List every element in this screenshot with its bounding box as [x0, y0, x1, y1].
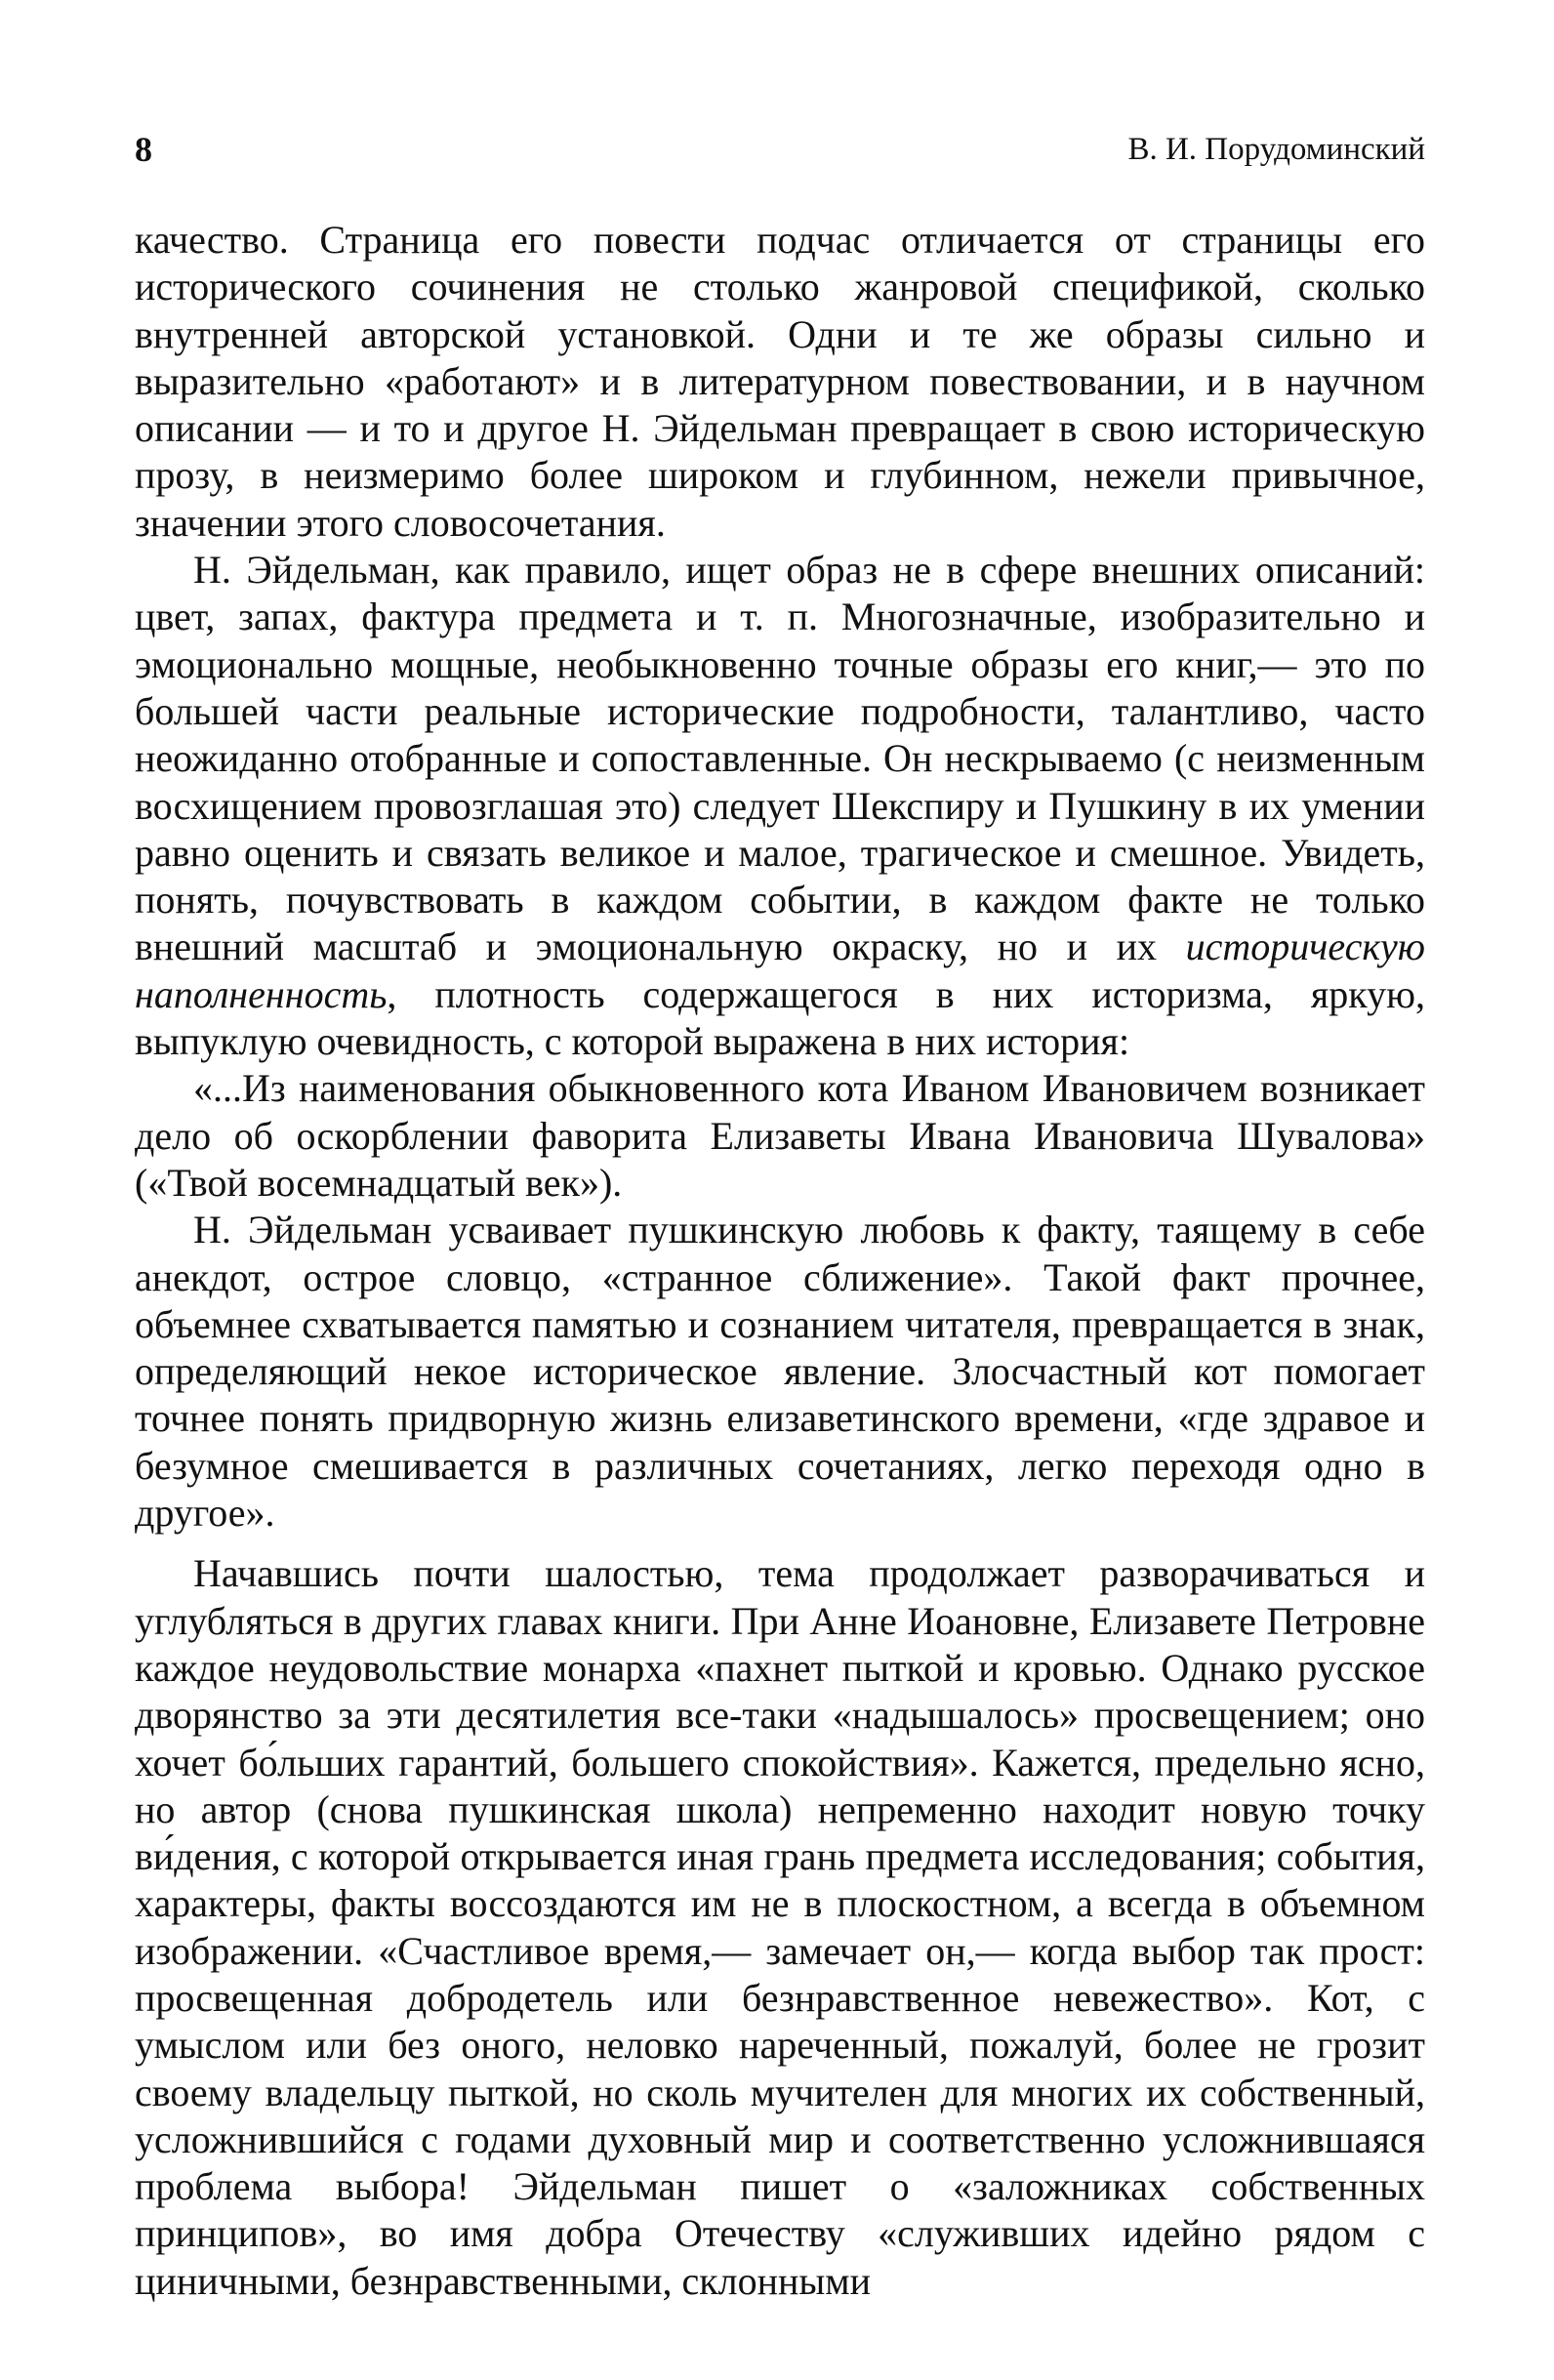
paragraph-1 — [135, 217, 1425, 547]
paragraph-5 — [135, 1550, 1425, 2305]
paragraph-3-quote — [135, 1065, 1425, 1207]
paragraph-2-italic-phrase: историческую наполненность — [135, 924, 1425, 1016]
page-number: 8 — [135, 130, 152, 169]
body-text — [135, 217, 1425, 2305]
paragraph-1-text: качество. Страница его повести подчас отличается от страницы его исторического сочинения не столько жанровой спецификой, сколько внутренней авторской установкой. Одни и те же образы сильно и выразительно «работают» и в литературном повествовании, и в научном описании — и то и другое Н. Эйдельман превращает в свою историческую прозу, в неизмеримо более широком и глубинном, нежели привычное, значении этого словосочетания. — [135, 218, 1425, 545]
paragraph-2-text-a: Н. Эйдельман, как правило, ищет образ не в сфере внешних описаний: цвет, запах, фактура предмета и т. п. Многозначные, изобразительно и эмоционально мощные, необыкновенно точные образы его книг,— это по большей части реальные исторические подробности, талантливо, часто неожиданно отобранные и сопоставленные. Он нескрываемо (с неизменным восхищением провозглашая это) следует Шекспиру и Пушкину в их умении равно оценить и связать великое и малое, трагическое и смешное. Увидеть, понять, почувствовать в каждом событии, в каждом факте не только внешний масштаб и эмоциональную окраску, но и их — [135, 548, 1425, 969]
paragraph-5-text: Начавшись почти шалостью, тема продолжает разворачиваться и углубляться в других главах книги. При Анне Иоановне, Елизавете Петровне каждое неудовольствие монарха «пахнет пыткой и кровью. Однако русское дворянство за эти десятилетия все-таки «надышалось» просвещением; оно хочет бо́льших гарантий, большего спокойствия». Кажется, предельно ясно, но автор (снова пушкинская школа) непременно находит новую точку ви́дения, с которой открывается иная грань предмета исследования; события, характеры, факты воссоздаются им не в плоскостном, а всегда в объемном изображении. «Счастливое время,— замечает он,— когда выбор так прост: просвещенная добродетель или безнравственное невежество». Кот, с умыслом или без оного, неловко нареченный, пожалуй, более не грозит своему владельцу пыткой, но сколь мучителен для многих их собственный, усложнившийся с годами духовный мир и соответственно усложнившаяся проблема выбора! Эйдельман пишет о «заложниках собственных принципов», во имя добра Отечеству «служивших идейно рядом с циничными, безнравственными, склонными — [135, 1551, 1425, 2303]
running-head-author: В. И. Порудоминский — [1127, 132, 1425, 167]
paragraph-3-text: «...Из наименования обыкновенного кота Иваном Ивановичем возникает дело об оскорблении фаворита Елизаветы Ивана Ивановича Шувалова» («Твой восемнадцатый век»). — [135, 1066, 1425, 1205]
paragraph-2-text-b: , плотность содержащегося в них историзма, яркую, выпуклую очевидность, с которой выражена в них история: — [135, 971, 1425, 1064]
running-head — [135, 125, 1425, 174]
paragraph-2 — [135, 547, 1425, 1065]
paragraph-4-text: Н. Эйдельман усваивает пушкинскую любовь к факту, таящему в себе анекдот, острое словцо, «странное сближение». Такой факт прочнее, объемнее схватывается памятью и сознанием читателя, превращается в знак, определяющий некое историческое явление. Злосчастный кот помогает точнее понять придворную жизнь елизаветинского времени, «где здравое и безумное смешивается в различных сочетаниях, легко переходя одно в другое». — [135, 1208, 1425, 1536]
paragraph-4 — [135, 1207, 1425, 1537]
